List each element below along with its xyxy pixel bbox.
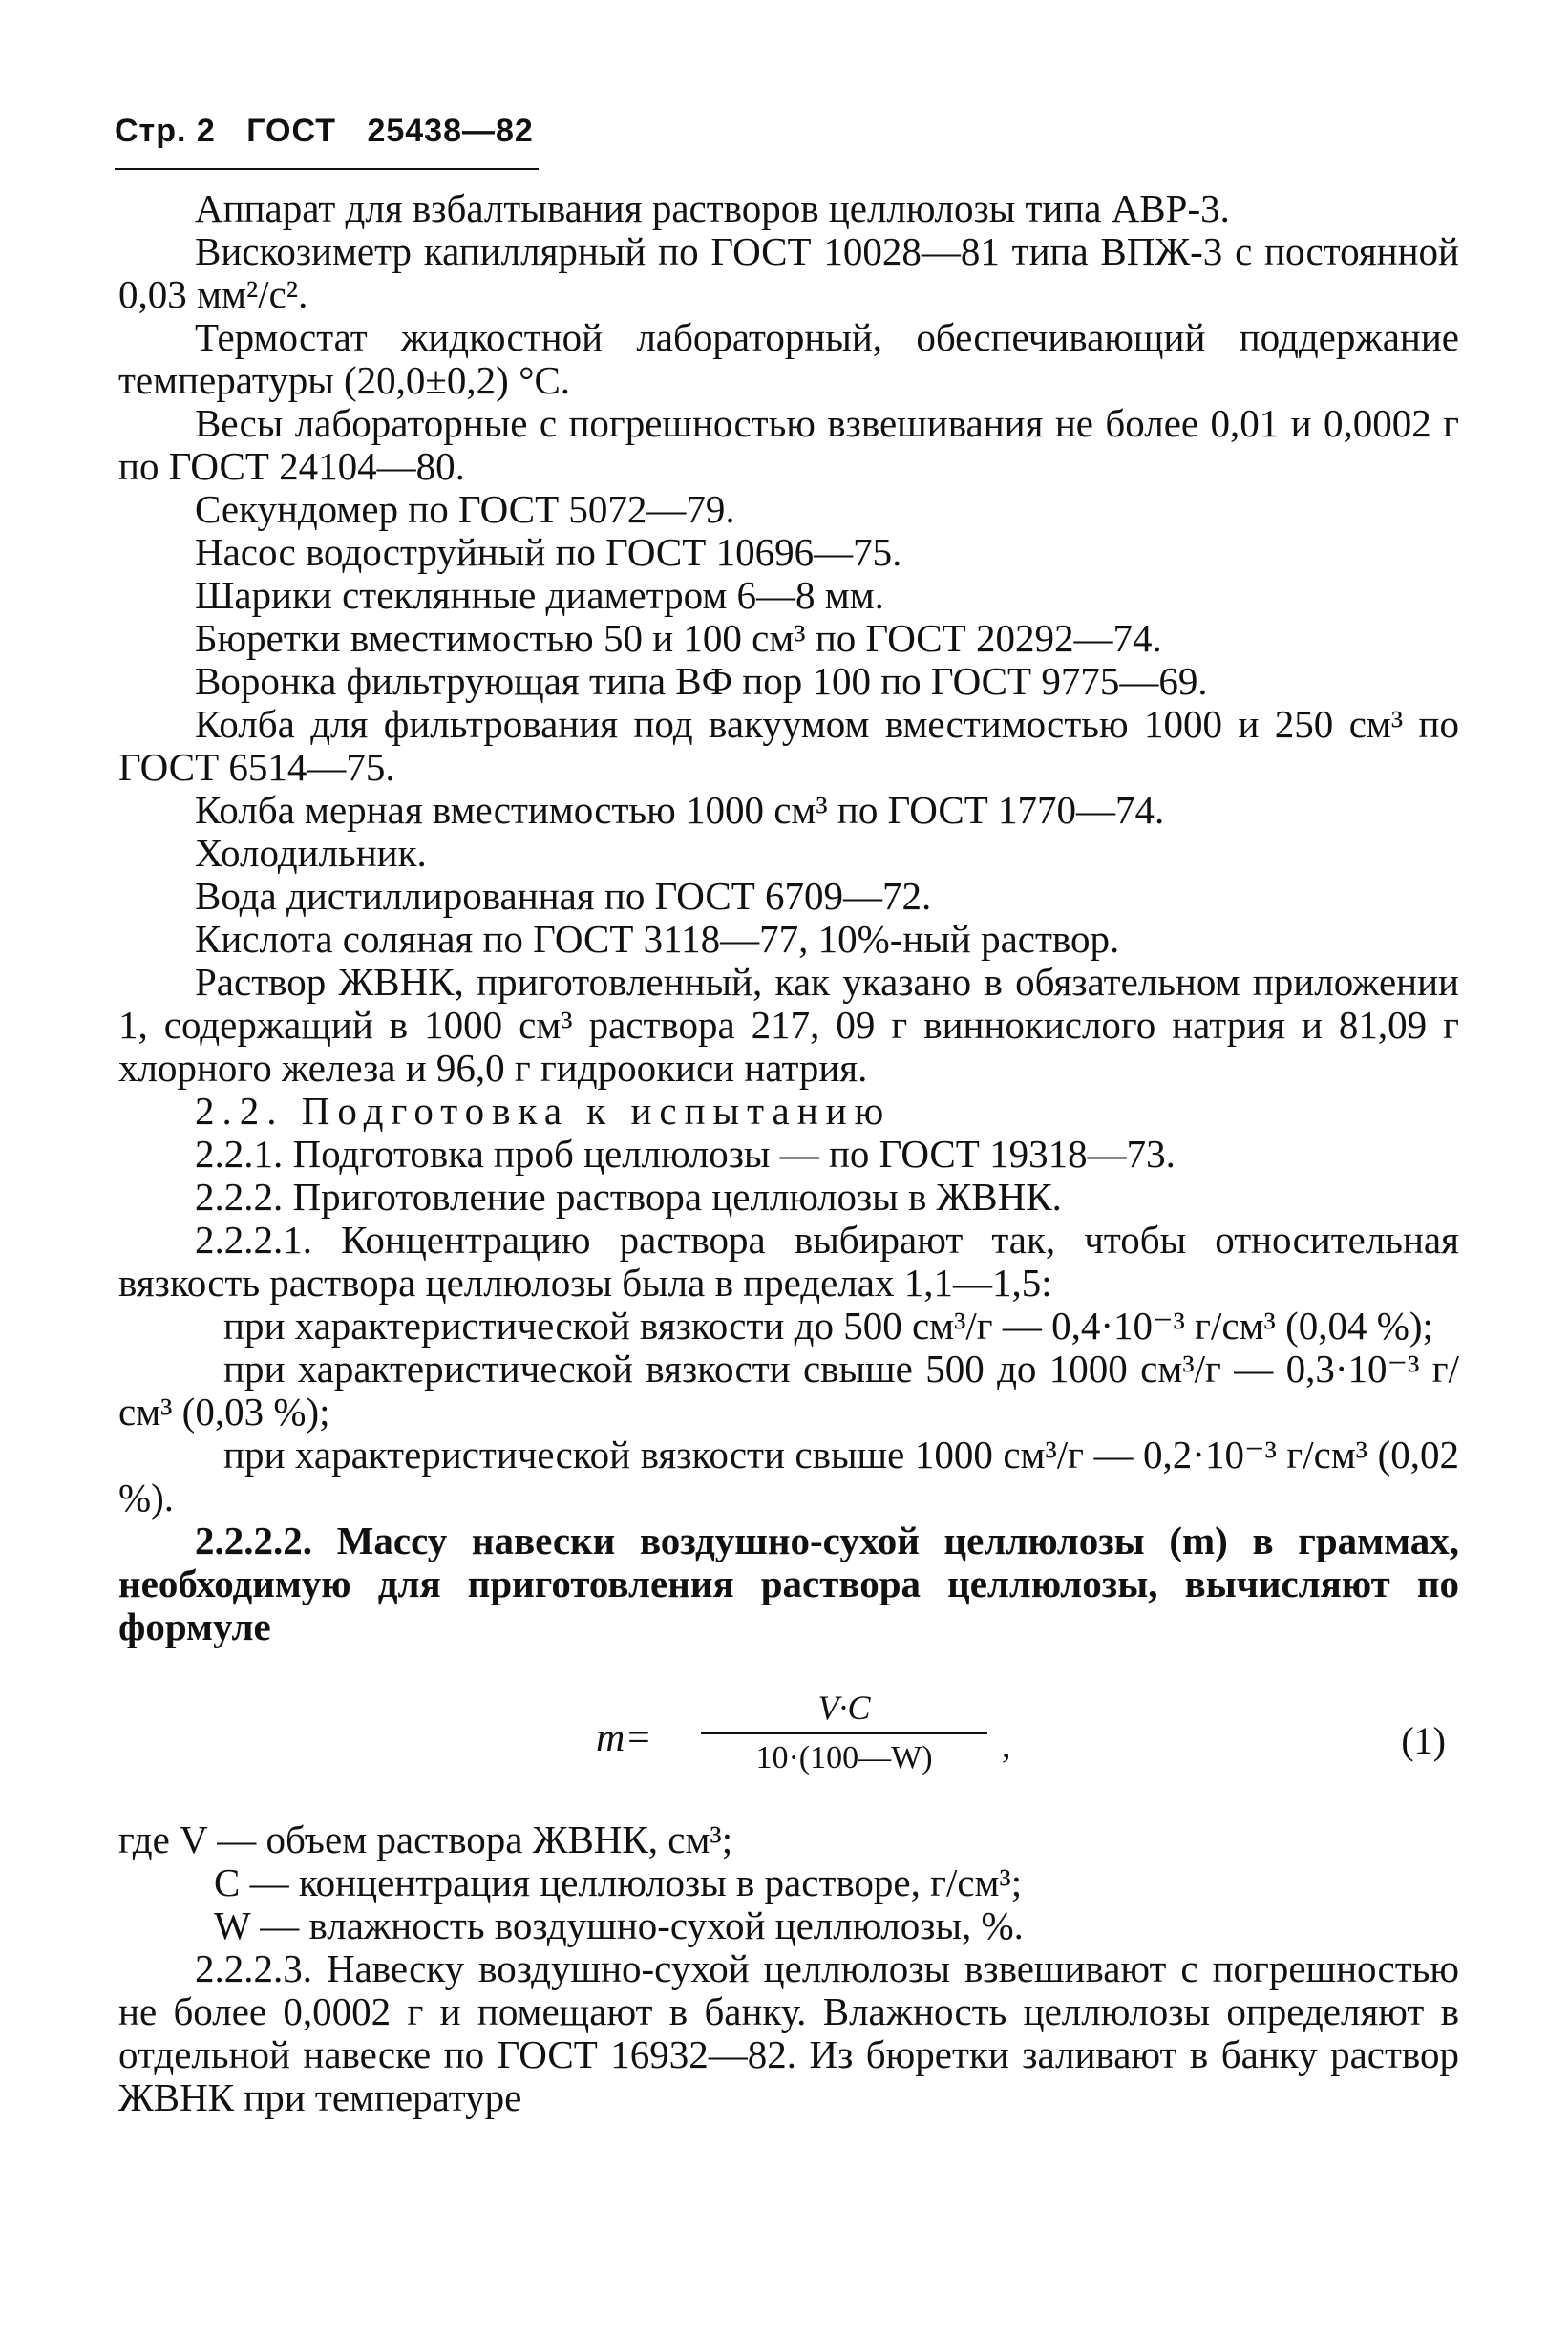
equipment-item: Аппарат для взбалтывания растворов целлюлозы типа АВР-3. [195,186,1230,230]
equipment-item: Кислота соляная по ГОСТ 3118—77, 10%-ный раствор. [195,917,1120,961]
clause-number: 2.2.2.2. [195,1519,312,1562]
equipment-item: Холодильник. [195,831,427,875]
clause-2-2-2: 2.2.2. Приготовление раствора целлюлозы в ЖВНК. [195,1175,1062,1219]
document-body [118,187,1459,2119]
where-c: C — концентрация целлюлозы в растворе, г/см³; [214,1860,1023,1904]
equipment-item: Весы лабораторные с погрешностью взвешивания не более 0,01 и 0,0002 г по ГОСТ 24104—80. [118,401,1459,488]
header-rule [115,168,539,170]
clause-2-2-2-2 [118,1520,1459,1648]
standard-number: 25438—82 [367,113,534,149]
equipment-item: Насос водоструйный по ГОСТ 10696—75. [195,530,902,574]
formula-label: (1) [1401,1719,1446,1762]
formula-lhs: m= [596,1716,652,1760]
equipment-item: Вискозиметр капиллярный по ГОСТ 10028—81 типа ВПЖ-3 с постоянной 0,03 мм²/с². [118,229,1459,316]
page-header [115,113,555,150]
equipment-item: Шарики стеклянные диаметром 6—8 мм. [195,573,884,617]
viscosity-case: при характеристической вязкости свыше 500 до 1000 см³/г — 0,3·10⁻³ г/см³ (0,03 %); [118,1347,1459,1434]
equipment-item: Вода дистиллированная по ГОСТ 6709—72. [195,874,932,918]
where-v: где V — объем раствора ЖВНК, см³; [118,1817,733,1861]
equipment-item: Секундомер по ГОСТ 5072—79. [195,487,735,531]
fraction-bar [701,1732,987,1734]
formula-fraction [701,1687,987,1779]
equipment-item: Раствор ЖВНК, приготовленный, как указано в обязательном приложении 1, содержащий в 1000 см³ раствора 217, 09 г виннокислого натрия и 81,09 г хлорного железа и 96,0 г гидроокиси натрия. [118,960,1459,1090]
viscosity-case: при характеристической вязкости до 500 см³/г — 0,4·10⁻³ г/см³ (0,04 %); [223,1304,1433,1348]
clause-2-2-2-1: 2.2.2.1. Концентрацию раствора выбирают так, чтобы относительная вязкость раствора целлюлозы была в пределах 1,1—1,5: [118,1218,1459,1305]
where-w: W — влажность воздушно-сухой целлюлозы, %. [214,1903,1024,1947]
formula-comma: , [1002,1726,1011,1766]
equipment-item: Колба мерная вместимостью 1000 см³ по ГОСТ 1770—74. [195,788,1165,832]
formula-1 [118,1668,1459,1811]
page-number: Стр. 2 [115,113,216,149]
equipment-item: Воронка фильтрующая типа ВФ пор 100 по ГОСТ 9775—69. [195,659,1208,703]
equipment-item: Колба для фильтрования под вакуумом вместимостью 1000 и 250 см³ по ГОСТ 6514—75. [118,702,1459,789]
viscosity-case: при характеристической вязкости свыше 1000 см³/г — 0,2·10⁻³ г/см³ (0,02 %). [118,1433,1459,1520]
clause-2-2-1: 2.2.1. Подготовка проб целлюлозы — по ГОСТ 19318—73. [195,1132,1176,1176]
section-heading: 2.2. Подготовка к испытанию [195,1089,892,1133]
equipment-item: Бюретки вместимостью 50 и 100 см³ по ГОСТ 20292—74. [195,616,1162,660]
formula-numerator: V·C [817,1689,871,1727]
clause-2-2-2-3: 2.2.2.3. Навеску воздушно-сухой целлюлозы взвешивают с погрешностью не более 0,0002 г и помещают в банку. Влажность целлюлозы определяют в отдельной навеске по ГОСТ 16932—82. Из бюретки заливают в банку раствор ЖВНК при температуре [118,1946,1459,2119]
gost-label: ГОСТ [246,113,336,149]
formula-denominator: 10·(100—W) [755,1740,933,1775]
equipment-item: Термостат жидкостной лабораторный, обеспечивающий поддержание температуры (20,0±0,2) °С. [118,315,1459,402]
clause-text: Массу навески воздушно-сухой целлюлозы (m) в граммах, необходимую для приготовления раствора целлюлозы, вычисляют по формуле [118,1519,1459,1648]
